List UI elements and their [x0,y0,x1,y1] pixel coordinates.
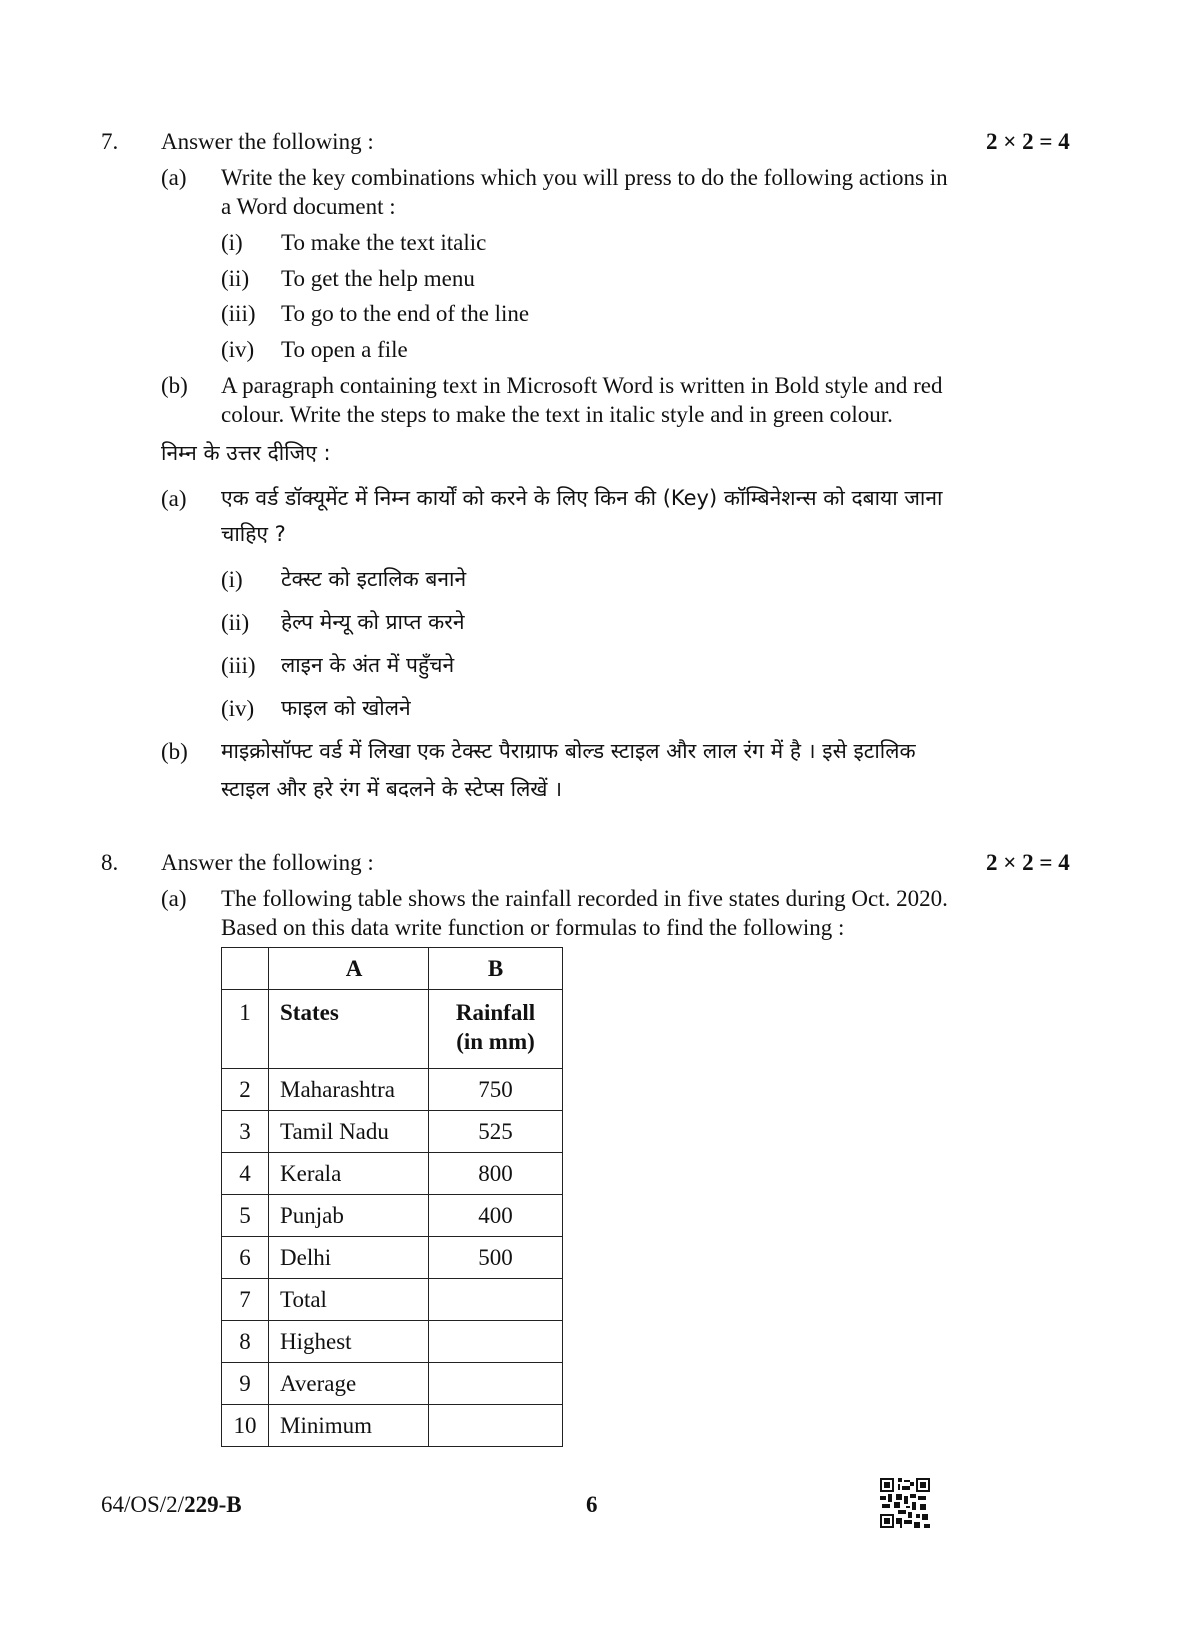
table-row [222,1363,563,1405]
rainfall-cell [429,1321,563,1363]
rainfall-cell: 400 [429,1195,563,1237]
table-column-header-row [222,948,563,990]
rainfall-cell [429,1405,563,1447]
q7-hindi-title: निम्न के उत्तर दीजिए : [161,441,331,465]
q7-hindi-item-text: लाइन के अंत में पहुँचने [281,653,455,677]
page-number: 6 [586,1492,598,1517]
q8-title: Answer the following : [161,850,374,875]
qr-code-icon [880,1478,930,1528]
row-number: 6 [222,1237,269,1279]
q7-hindi-item-label: (i) [221,567,243,592]
q7b-line1: A paragraph containing text in Microsoft Word is written in Bold style and red [221,373,943,398]
q7a-label: (a) [161,165,187,190]
q8-number: 8. [101,850,119,875]
q7a-item-text: To make the text italic [281,230,487,255]
table-row [222,1279,563,1321]
row-number: 9 [222,1363,269,1405]
row-number: 3 [222,1111,269,1153]
q7-hindi-item-text: टेक्स्ट को इटालिक बनाने [281,567,467,591]
q8a-line1: The following table shows the rainfall recorded in five states during Oct. 2020. [221,886,948,911]
q7a-line2: a Word document : [221,194,396,219]
row-number: 10 [222,1405,269,1447]
rainfall-cell: 525 [429,1111,563,1153]
rainfall-cell [429,1363,563,1405]
paper-code-prefix: 64/OS/2/ [101,1492,185,1517]
q7-marks: 2 × 2 = 4 [986,129,1070,154]
table-corner-cell [222,948,269,990]
column-a-header: A [269,948,429,990]
states-header: States [269,990,429,1069]
rainfall-header-line2: (in mm) [456,1029,535,1054]
q8-marks: 2 × 2 = 4 [986,850,1070,875]
q7-number: 7. [101,129,119,154]
rainfall-cell [429,1279,563,1321]
state-cell: Average [269,1363,429,1405]
q7-hindi-b-label: (b) [161,739,188,764]
paper-code-bold: 229-B [184,1492,242,1517]
row-number: 5 [222,1195,269,1237]
table-header-row [222,990,563,1069]
q7-hindi-item-label: (iv) [221,696,255,721]
q8a-label: (a) [161,886,187,911]
state-cell: Highest [269,1321,429,1363]
q7-hindi-item-label: (ii) [221,610,250,635]
q7a-item-label: (i) [221,230,243,255]
paper-code [101,1490,242,1519]
row-number: 7 [222,1279,269,1321]
q7-hindi-item-text: फाइल को खोलने [281,696,411,720]
rainfall-header [429,990,563,1069]
state-cell: Total [269,1279,429,1321]
state-cell: Delhi [269,1237,429,1279]
rainfall-table [221,947,563,1447]
row-number: 1 [222,990,269,1069]
q7-hindi-b-line2: स्टाइल और हरे रंग में बदलने के स्टेप्स लिखें । [221,777,563,801]
table-row [222,1405,563,1447]
table-row [222,1153,563,1195]
row-number: 8 [222,1321,269,1363]
q7b-line2: colour. Write the steps to make the text in italic style and in green colour. [221,402,893,427]
q7a-item-text: To go to the end of the line [281,301,530,326]
table-row [222,1321,563,1363]
row-number: 2 [222,1069,269,1111]
state-cell: Punjab [269,1195,429,1237]
rainfall-header-line1: Rainfall [455,1000,536,1025]
state-cell: Kerala [269,1153,429,1195]
table-row [222,1111,563,1153]
state-cell: Minimum [269,1405,429,1447]
q7a-item-text: To open a file [281,337,408,362]
table-row [222,1069,563,1111]
q7a-item-label: (ii) [221,266,250,291]
q8a-line2: Based on this data write function or formulas to find the following : [221,915,845,940]
q7-hindi-item-label: (iii) [221,653,256,678]
state-cell: Tamil Nadu [269,1111,429,1153]
q7-hindi-a-line2: चाहिए ? [221,522,286,546]
q7-title: Answer the following : [161,129,374,154]
rainfall-cell: 500 [429,1237,563,1279]
q7-hindi-b-line1: माइक्रोसॉफ्ट वर्ड में लिखा एक टेक्स्ट पैराग्राफ बोल्ड स्टाइल और लाल रंग में है । इसे इटालिक [221,739,916,763]
table-row [222,1237,563,1279]
table-row [222,1195,563,1237]
q7a-item-label: (iii) [221,301,256,326]
q7-hindi-a-line1: एक वर्ड डॉक्यूमेंट में निम्न कार्यों को करने के लिए किन की (Key) कॉम्बिनेशन्स को दबाया जाना [221,486,943,510]
q7b-label: (b) [161,373,188,398]
state-cell: Maharashtra [269,1069,429,1111]
q7a-line1: Write the key combinations which you will press to do the following actions in [221,165,948,190]
q7-hindi-item-text: हेल्प मेन्यू को प्राप्त करने [281,610,465,634]
rainfall-cell: 750 [429,1069,563,1111]
q7a-item-text: To get the help menu [281,266,475,291]
row-number: 4 [222,1153,269,1195]
column-b-header: B [429,948,563,990]
rainfall-cell: 800 [429,1153,563,1195]
q7-hindi-a-label: (a) [161,486,187,511]
q7a-item-label: (iv) [221,337,255,362]
